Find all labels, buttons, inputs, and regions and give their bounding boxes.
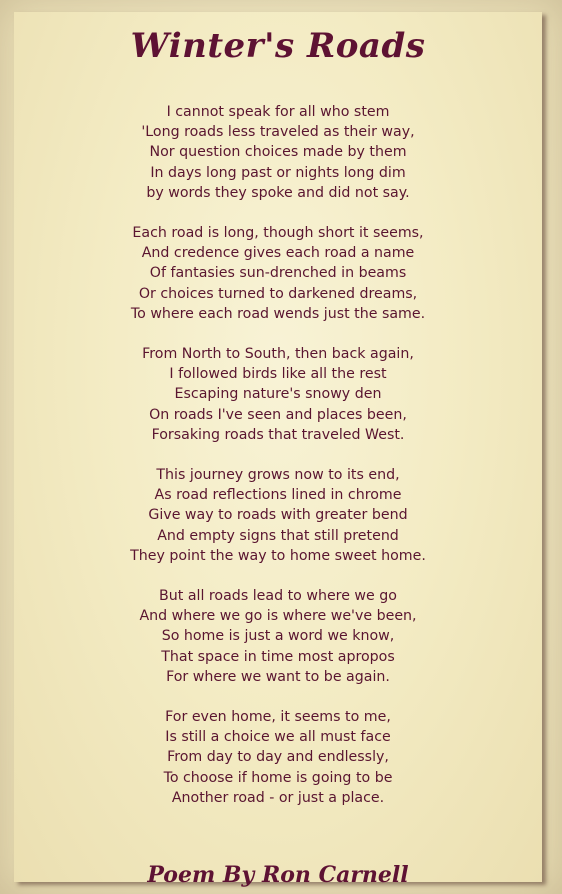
stanza-1 — [14, 102, 542, 203]
stanza-2 — [14, 223, 542, 324]
stanza-6 — [14, 707, 542, 808]
poem-line: And empty signs that still pretend — [157, 527, 399, 544]
poem-line: To choose if home is going to be — [163, 769, 393, 786]
poem-line: But all roads lead to where we go — [159, 588, 397, 605]
poem-line: Escaping nature's snowy den — [174, 386, 382, 403]
poem-line: I cannot speak for all who stem — [166, 104, 390, 120]
poem-line: For even home, it seems to me, — [165, 709, 391, 726]
poem-line: As road reflections lined in chrome — [154, 487, 402, 504]
poem-line: In days long past or nights long dim — [150, 164, 406, 181]
poem-line: From day to day and endlessly, — [167, 749, 389, 766]
stanza-4 — [14, 465, 542, 566]
poem-line: They point the way to home sweet home. — [130, 547, 426, 564]
poem-line: So home is just a word we know, — [161, 628, 395, 645]
poem-line: I followed birds like all the rest — [169, 366, 387, 383]
poem-line: Nor question choices made by them — [149, 144, 407, 161]
poem-line: Each road is long, though short it seems, — [132, 225, 424, 242]
poem-line: To where each road wends just the same. — [130, 305, 426, 322]
poem-line: And credence gives each road a name — [141, 245, 415, 262]
poem-card — [14, 12, 542, 888]
stanza-5 — [14, 586, 542, 687]
poem-line: Forsaking roads that traveled West. — [151, 426, 405, 443]
poem-line: Give way to roads with greater bend — [148, 507, 408, 524]
poem-line: That space in time most apropos — [161, 648, 395, 665]
poem-line: by words they spoke and did not say. — [146, 184, 410, 201]
poem-line: 'Long roads less traveled as their way, — [141, 124, 415, 141]
poem-line: On roads I've seen and places been, — [149, 406, 407, 423]
poem-title: Winter's Roads — [130, 26, 426, 66]
poem-body — [14, 102, 542, 828]
poem-line: This journey grows now to its end, — [156, 467, 400, 484]
poem-line: Or choices turned to darkened dreams, — [138, 285, 418, 302]
poem-line: From North to South, then back again, — [142, 346, 414, 363]
poem-line: Another road - or just a place. — [171, 789, 385, 806]
poem-line: For where we want to be again. — [166, 668, 390, 685]
stanza-3 — [14, 344, 542, 445]
poem-line: And where we go is where we've been, — [139, 608, 417, 625]
poem-byline: Poem By Ron Carnell — [147, 862, 409, 888]
poem-line: Is still a choice we all must face — [165, 729, 391, 746]
poem-line: Of fantasies sun-drenched in beams — [149, 265, 407, 282]
